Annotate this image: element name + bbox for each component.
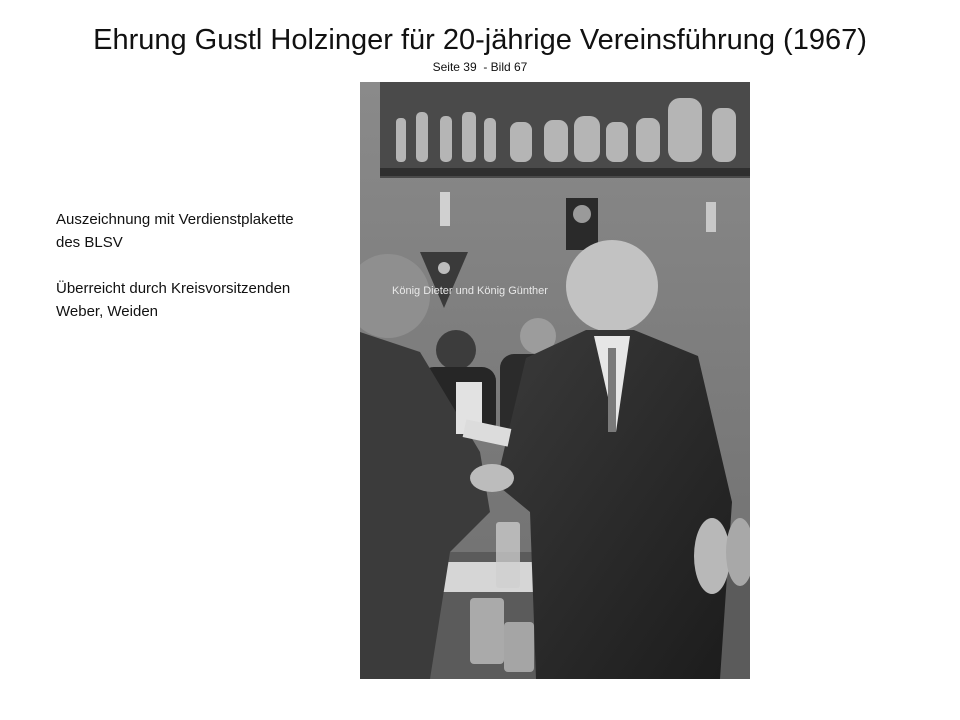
caption-line: Weber, Weiden [56, 303, 159, 320]
caption-spacer [56, 254, 346, 277]
award-photo [360, 82, 750, 679]
caption-line: Auszeichnung mit Verdienstplakette [56, 211, 294, 228]
caption-line: Überreicht durch Kreisvorsitzenden [56, 280, 291, 297]
caption-text [56, 208, 346, 323]
photo-label: König Dieter und König Günther [392, 285, 548, 297]
slide-title: Ehrung Gustl Holzinger für 20-jährige Vereinsführung (1967) [93, 24, 867, 56]
slide-subtitle: Seite 39 - Bild 67 [432, 60, 528, 74]
award-photo-image [360, 82, 750, 679]
caption-line: des BLSV [56, 234, 123, 251]
